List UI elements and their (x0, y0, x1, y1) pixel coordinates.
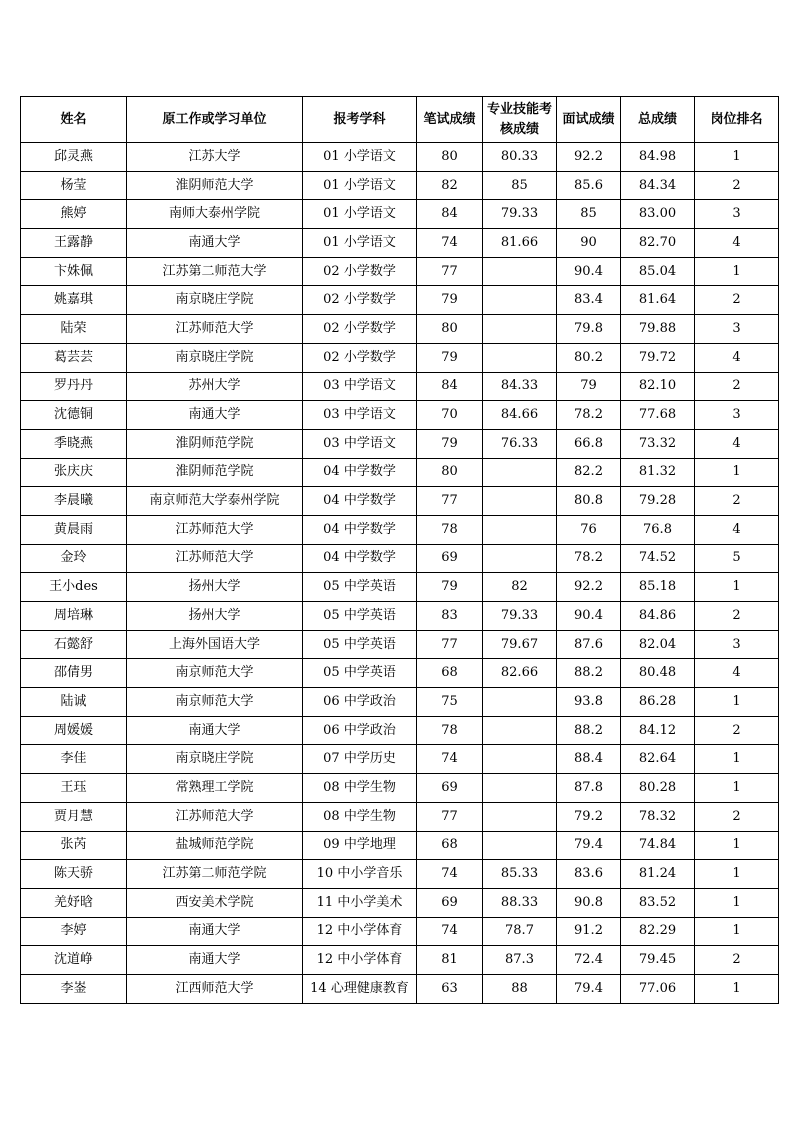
cell-unit: 江苏第二师范学院 (127, 860, 303, 889)
cell-written: 77 (417, 802, 483, 831)
table-row (21, 143, 779, 172)
cell-rank: 4 (695, 343, 779, 372)
cell-name: 李晨曦 (21, 487, 127, 516)
header-rank: 岗位排名 (695, 97, 779, 143)
cell-name: 邵倩男 (21, 659, 127, 688)
cell-skill: 76.33 (483, 429, 557, 458)
cell-skill: 85 (483, 171, 557, 200)
header-written-score: 笔试成绩 (417, 97, 483, 143)
cell-interview: 83.4 (557, 286, 621, 315)
cell-subject: 03 中学语文 (303, 372, 417, 401)
cell-name: 熊婷 (21, 200, 127, 229)
cell-rank: 2 (695, 487, 779, 516)
cell-skill: 84.66 (483, 401, 557, 430)
cell-interview: 87.8 (557, 774, 621, 803)
cell-rank: 1 (695, 917, 779, 946)
cell-total: 79.28 (621, 487, 695, 516)
cell-interview: 90.4 (557, 257, 621, 286)
cell-skill: 79.67 (483, 630, 557, 659)
cell-name: 张庆庆 (21, 458, 127, 487)
cell-total: 82.10 (621, 372, 695, 401)
cell-rank: 2 (695, 286, 779, 315)
table-row (21, 315, 779, 344)
cell-subject: 04 中学数学 (303, 544, 417, 573)
cell-skill: 82.66 (483, 659, 557, 688)
cell-subject: 12 中小学体育 (303, 917, 417, 946)
cell-written: 74 (417, 860, 483, 889)
header-unit: 原工作或学习单位 (127, 97, 303, 143)
cell-name: 金玲 (21, 544, 127, 573)
cell-name: 杨莹 (21, 171, 127, 200)
table-row (21, 860, 779, 889)
cell-interview: 92.2 (557, 573, 621, 602)
cell-skill (483, 487, 557, 516)
cell-unit: 淮阴师范学院 (127, 458, 303, 487)
cell-written: 82 (417, 171, 483, 200)
table-row (21, 544, 779, 573)
cell-skill (483, 774, 557, 803)
cell-skill (483, 716, 557, 745)
cell-interview: 88.2 (557, 716, 621, 745)
cell-unit: 南京师范大学 (127, 688, 303, 717)
table-row (21, 229, 779, 258)
cell-rank: 1 (695, 573, 779, 602)
cell-name: 王露静 (21, 229, 127, 258)
cell-total: 77.06 (621, 974, 695, 1003)
cell-subject: 04 中学数学 (303, 458, 417, 487)
cell-skill: 79.33 (483, 200, 557, 229)
cell-written: 78 (417, 515, 483, 544)
cell-interview: 72.4 (557, 946, 621, 975)
cell-name: 贾月慧 (21, 802, 127, 831)
cell-unit: 扬州大学 (127, 573, 303, 602)
cell-skill (483, 315, 557, 344)
cell-unit: 西安美术学院 (127, 888, 303, 917)
cell-interview: 79.4 (557, 974, 621, 1003)
cell-written: 79 (417, 429, 483, 458)
table-row (21, 716, 779, 745)
cell-total: 85.18 (621, 573, 695, 602)
cell-unit: 南通大学 (127, 946, 303, 975)
cell-skill (483, 257, 557, 286)
cell-interview: 85.6 (557, 171, 621, 200)
cell-name: 李崟 (21, 974, 127, 1003)
table-row (21, 171, 779, 200)
cell-interview: 78.2 (557, 544, 621, 573)
cell-unit: 南通大学 (127, 229, 303, 258)
cell-subject: 12 中小学体育 (303, 946, 417, 975)
cell-total: 82.04 (621, 630, 695, 659)
cell-written: 84 (417, 200, 483, 229)
cell-interview: 80.8 (557, 487, 621, 516)
cell-name: 黄晨雨 (21, 515, 127, 544)
table-row (21, 372, 779, 401)
cell-written: 77 (417, 257, 483, 286)
cell-total: 83.52 (621, 888, 695, 917)
cell-unit: 江苏师范大学 (127, 802, 303, 831)
cell-unit: 常熟理工学院 (127, 774, 303, 803)
cell-written: 80 (417, 315, 483, 344)
cell-total: 76.8 (621, 515, 695, 544)
cell-subject: 05 中学英语 (303, 630, 417, 659)
cell-skill: 87.3 (483, 946, 557, 975)
cell-rank: 1 (695, 860, 779, 889)
cell-subject: 08 中学生物 (303, 802, 417, 831)
cell-unit: 江苏大学 (127, 143, 303, 172)
cell-written: 81 (417, 946, 483, 975)
cell-skill (483, 286, 557, 315)
cell-rank: 3 (695, 200, 779, 229)
cell-unit: 苏州大学 (127, 372, 303, 401)
cell-skill (483, 802, 557, 831)
cell-rank: 4 (695, 229, 779, 258)
cell-rank: 1 (695, 257, 779, 286)
header-name: 姓名 (21, 97, 127, 143)
cell-subject: 02 小学数学 (303, 257, 417, 286)
cell-unit: 上海外国语大学 (127, 630, 303, 659)
cell-total: 77.68 (621, 401, 695, 430)
cell-interview: 92.2 (557, 143, 621, 172)
cell-written: 77 (417, 487, 483, 516)
cell-written: 70 (417, 401, 483, 430)
cell-skill: 81.66 (483, 229, 557, 258)
cell-total: 78.32 (621, 802, 695, 831)
cell-interview: 66.8 (557, 429, 621, 458)
cell-rank: 2 (695, 802, 779, 831)
cell-interview: 88.4 (557, 745, 621, 774)
cell-interview: 82.2 (557, 458, 621, 487)
cell-skill: 79.33 (483, 602, 557, 631)
cell-total: 79.72 (621, 343, 695, 372)
cell-subject: 09 中学地理 (303, 831, 417, 860)
cell-subject: 01 小学语文 (303, 171, 417, 200)
cell-rank: 2 (695, 946, 779, 975)
cell-subject: 02 小学数学 (303, 343, 417, 372)
cell-subject: 01 小学语文 (303, 200, 417, 229)
table-row (21, 688, 779, 717)
cell-unit: 淮阴师范学院 (127, 429, 303, 458)
cell-unit: 南京师范大学 (127, 659, 303, 688)
cell-skill: 85.33 (483, 860, 557, 889)
cell-name: 陆诚 (21, 688, 127, 717)
cell-skill: 80.33 (483, 143, 557, 172)
cell-total: 82.29 (621, 917, 695, 946)
cell-skill (483, 745, 557, 774)
cell-written: 69 (417, 888, 483, 917)
cell-skill (483, 831, 557, 860)
cell-skill (483, 515, 557, 544)
cell-rank: 2 (695, 602, 779, 631)
table-row (21, 888, 779, 917)
cell-subject: 14 心理健康教育 (303, 974, 417, 1003)
table-row (21, 458, 779, 487)
cell-rank: 1 (695, 458, 779, 487)
cell-rank: 2 (695, 171, 779, 200)
header-interview-score: 面试成绩 (557, 97, 621, 143)
results-table (20, 96, 779, 1004)
cell-rank: 3 (695, 401, 779, 430)
cell-name: 王小des (21, 573, 127, 602)
table-row (21, 831, 779, 860)
table-row (21, 573, 779, 602)
cell-total: 81.32 (621, 458, 695, 487)
table-row (21, 659, 779, 688)
cell-unit: 扬州大学 (127, 602, 303, 631)
cell-unit: 南师大泰州学院 (127, 200, 303, 229)
cell-total: 80.48 (621, 659, 695, 688)
cell-unit: 南通大学 (127, 716, 303, 745)
cell-name: 沈道峥 (21, 946, 127, 975)
cell-total: 84.12 (621, 716, 695, 745)
cell-total: 84.86 (621, 602, 695, 631)
cell-total: 79.45 (621, 946, 695, 975)
cell-name: 陈天骄 (21, 860, 127, 889)
cell-interview: 79.2 (557, 802, 621, 831)
table-row (21, 745, 779, 774)
cell-written: 80 (417, 458, 483, 487)
table-row (21, 515, 779, 544)
cell-written: 69 (417, 774, 483, 803)
cell-interview: 91.2 (557, 917, 621, 946)
table-row (21, 401, 779, 430)
cell-rank: 1 (695, 688, 779, 717)
cell-written: 68 (417, 831, 483, 860)
cell-subject: 04 中学数学 (303, 487, 417, 516)
table-row (21, 286, 779, 315)
table-body (21, 143, 779, 1004)
cell-name: 石懿舒 (21, 630, 127, 659)
cell-subject: 10 中小学音乐 (303, 860, 417, 889)
cell-unit: 江苏师范大学 (127, 544, 303, 573)
cell-total: 82.70 (621, 229, 695, 258)
table-row (21, 774, 779, 803)
cell-name: 邱灵燕 (21, 143, 127, 172)
table-row (21, 974, 779, 1003)
cell-interview: 87.6 (557, 630, 621, 659)
header-total-score: 总成绩 (621, 97, 695, 143)
cell-name: 王珏 (21, 774, 127, 803)
cell-total: 85.04 (621, 257, 695, 286)
table-row (21, 630, 779, 659)
cell-written: 83 (417, 602, 483, 631)
cell-total: 73.32 (621, 429, 695, 458)
cell-subject: 07 中学历史 (303, 745, 417, 774)
cell-skill: 88 (483, 974, 557, 1003)
table-row (21, 802, 779, 831)
cell-written: 74 (417, 917, 483, 946)
cell-skill: 82 (483, 573, 557, 602)
cell-unit: 江苏师范大学 (127, 515, 303, 544)
cell-rank: 1 (695, 888, 779, 917)
cell-rank: 4 (695, 429, 779, 458)
cell-interview: 76 (557, 515, 621, 544)
cell-written: 63 (417, 974, 483, 1003)
table-row (21, 946, 779, 975)
cell-total: 80.28 (621, 774, 695, 803)
cell-name: 姚嘉琪 (21, 286, 127, 315)
cell-rank: 1 (695, 143, 779, 172)
table-row (21, 429, 779, 458)
cell-rank: 3 (695, 630, 779, 659)
cell-interview: 90.4 (557, 602, 621, 631)
cell-total: 84.98 (621, 143, 695, 172)
table-row (21, 487, 779, 516)
cell-name: 羌妤晗 (21, 888, 127, 917)
cell-unit: 南通大学 (127, 917, 303, 946)
cell-total: 81.24 (621, 860, 695, 889)
cell-unit: 江苏第二师范大学 (127, 257, 303, 286)
cell-name: 张芮 (21, 831, 127, 860)
cell-skill (483, 458, 557, 487)
cell-unit: 江苏师范大学 (127, 315, 303, 344)
cell-total: 79.88 (621, 315, 695, 344)
cell-total: 81.64 (621, 286, 695, 315)
cell-interview: 79.8 (557, 315, 621, 344)
cell-subject: 02 小学数学 (303, 286, 417, 315)
cell-interview: 93.8 (557, 688, 621, 717)
cell-subject: 02 小学数学 (303, 315, 417, 344)
cell-rank: 1 (695, 974, 779, 1003)
table-row (21, 200, 779, 229)
cell-written: 79 (417, 343, 483, 372)
cell-skill (483, 688, 557, 717)
cell-total: 82.64 (621, 745, 695, 774)
cell-rank: 4 (695, 515, 779, 544)
cell-written: 78 (417, 716, 483, 745)
cell-name: 沈德铜 (21, 401, 127, 430)
cell-total: 74.52 (621, 544, 695, 573)
cell-name: 周培琳 (21, 602, 127, 631)
cell-name: 周媛媛 (21, 716, 127, 745)
cell-skill (483, 544, 557, 573)
cell-name: 陆荣 (21, 315, 127, 344)
cell-written: 84 (417, 372, 483, 401)
cell-total: 74.84 (621, 831, 695, 860)
score-sheet (20, 96, 779, 1004)
cell-interview: 90 (557, 229, 621, 258)
cell-unit: 盐城师范学院 (127, 831, 303, 860)
cell-written: 77 (417, 630, 483, 659)
cell-interview: 83.6 (557, 860, 621, 889)
cell-written: 69 (417, 544, 483, 573)
cell-interview: 88.2 (557, 659, 621, 688)
cell-subject: 05 中学英语 (303, 573, 417, 602)
cell-interview: 79 (557, 372, 621, 401)
cell-written: 80 (417, 143, 483, 172)
cell-subject: 11 中小学美术 (303, 888, 417, 917)
cell-unit: 南京晓庄学院 (127, 745, 303, 774)
cell-interview: 80.2 (557, 343, 621, 372)
cell-skill: 78.7 (483, 917, 557, 946)
cell-name: 李婷 (21, 917, 127, 946)
cell-subject: 06 中学政治 (303, 716, 417, 745)
cell-written: 74 (417, 745, 483, 774)
cell-interview: 79.4 (557, 831, 621, 860)
cell-name: 季晓燕 (21, 429, 127, 458)
cell-subject: 03 中学语文 (303, 401, 417, 430)
cell-unit: 南京晓庄学院 (127, 343, 303, 372)
cell-skill: 84.33 (483, 372, 557, 401)
cell-written: 75 (417, 688, 483, 717)
table-row (21, 602, 779, 631)
cell-rank: 2 (695, 716, 779, 745)
cell-name: 李佳 (21, 745, 127, 774)
table-header-row (21, 97, 779, 143)
cell-skill: 88.33 (483, 888, 557, 917)
cell-unit: 南通大学 (127, 401, 303, 430)
cell-total: 84.34 (621, 171, 695, 200)
cell-rank: 1 (695, 745, 779, 774)
cell-total: 83.00 (621, 200, 695, 229)
cell-rank: 1 (695, 774, 779, 803)
cell-subject: 08 中学生物 (303, 774, 417, 803)
cell-unit: 江西师范大学 (127, 974, 303, 1003)
cell-interview: 90.8 (557, 888, 621, 917)
table-row (21, 917, 779, 946)
cell-written: 79 (417, 573, 483, 602)
cell-written: 68 (417, 659, 483, 688)
cell-rank: 2 (695, 372, 779, 401)
cell-subject: 05 中学英语 (303, 602, 417, 631)
cell-written: 79 (417, 286, 483, 315)
cell-unit: 南京晓庄学院 (127, 286, 303, 315)
cell-rank: 3 (695, 315, 779, 344)
header-skill-score: 专业技能考核成绩 (483, 97, 557, 143)
cell-total: 86.28 (621, 688, 695, 717)
cell-name: 葛芸芸 (21, 343, 127, 372)
header-subject: 报考学科 (303, 97, 417, 143)
cell-written: 74 (417, 229, 483, 258)
cell-rank: 1 (695, 831, 779, 860)
cell-unit: 南京师范大学泰州学院 (127, 487, 303, 516)
cell-name: 卞姝佩 (21, 257, 127, 286)
cell-subject: 03 中学语文 (303, 429, 417, 458)
cell-subject: 01 小学语文 (303, 143, 417, 172)
cell-subject: 06 中学政治 (303, 688, 417, 717)
table-row (21, 343, 779, 372)
table-row (21, 257, 779, 286)
cell-interview: 85 (557, 200, 621, 229)
cell-rank: 5 (695, 544, 779, 573)
cell-subject: 01 小学语文 (303, 229, 417, 258)
cell-subject: 04 中学数学 (303, 515, 417, 544)
cell-unit: 淮阴师范大学 (127, 171, 303, 200)
cell-skill (483, 343, 557, 372)
cell-subject: 05 中学英语 (303, 659, 417, 688)
cell-interview: 78.2 (557, 401, 621, 430)
cell-name: 罗丹丹 (21, 372, 127, 401)
cell-rank: 4 (695, 659, 779, 688)
